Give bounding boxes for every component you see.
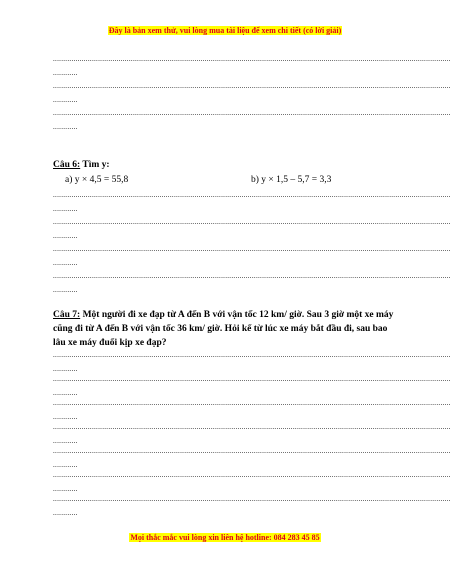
answer-line: .................................................................................................................................................................................................. [53,351,451,359]
preview-notice-banner [0,26,450,35]
answer-line-end: ............ [53,69,78,77]
hotline-text: Mọi thắc mắc vui lòng xin liên hệ hotline: 084 283 45 85 [130,533,320,542]
preview-notice-text: Đây là bản xem thử, vui lòng mua tài liệu để xem chi tiết (có lời giải) [108,26,342,35]
answer-line-end: ............ [53,509,78,517]
answer-line: .................................................................................................................................................................................................. [53,191,451,199]
question-7-number: Câu 7: [53,310,81,320]
answer-line-end: ............ [53,259,78,267]
answer-line: .................................................................................................................................................................................................. [53,272,451,280]
answer-line: .................................................................................................................................................................................................. [53,82,451,90]
answer-line-end: ............ [53,437,78,445]
answer-line: .................................................................................................................................................................................................. [53,375,451,383]
answer-line: .................................................................................................................................................................................................. [53,471,451,479]
answer-line-end: ............ [53,286,78,294]
question-6-part-a: a) y × 4,5 = 55,8 [65,175,129,185]
answer-line-end: ............ [53,389,78,397]
answer-line: .................................................................................................................................................................................................. [53,423,451,431]
answer-line: .................................................................................................................................................................................................. [53,218,451,226]
answer-line-end: ............ [53,205,78,213]
question-6-title: Tìm y: [82,160,110,170]
answer-line-end: ............ [53,461,78,469]
answer-line: .................................................................................................................................................................................................. [53,399,451,407]
question-6-number: Câu 6: [53,160,81,170]
hotline-banner [0,533,450,542]
answer-line-end: ............ [53,413,78,421]
question-7-text: Một người đi xe đạp từ A đến B với vận tốc 12 km/ giờ. Sau 3 giờ một xe máy cũng đi từ A đến B với vận tốc 36 km/ giờ. Hỏi kể từ lúc xe máy bắt đầu đi, sau bao lâu xe máy đuổi kịp xe đạp? [53,310,394,348]
answer-line-end: ............ [53,232,78,240]
answer-line: .................................................................................................................................................................................................. [53,109,451,117]
answer-line: .................................................................................................................................................................................................. [53,447,451,455]
answer-line: .................................................................................................................................................................................................. [53,245,451,253]
answer-line-end: ............ [53,123,78,131]
answer-line: .................................................................................................................................................................................................. [53,55,451,63]
question-6-part-b: b) y × 1,5 – 5,7 = 3,3 [251,175,332,185]
answer-line-end: ............ [53,365,78,373]
answer-line-end: ............ [53,96,78,104]
answer-line: .................................................................................................................................................................................................. [53,495,451,503]
question-7 [53,308,398,350]
question-6-heading [53,160,110,170]
answer-line-end: ............ [53,485,78,493]
